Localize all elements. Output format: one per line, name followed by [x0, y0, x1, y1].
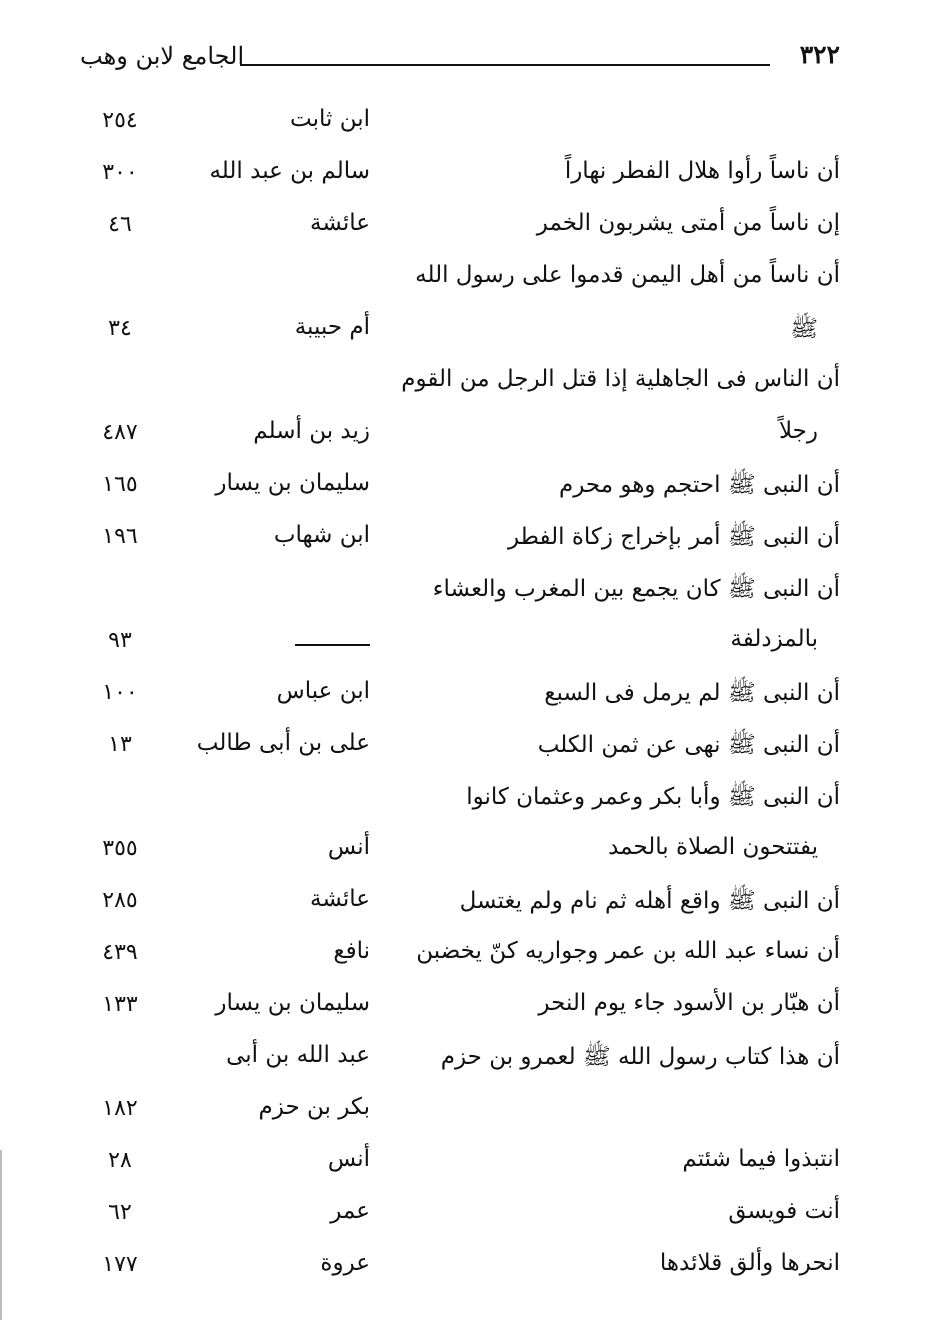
hadith-text: أن هبّار بن الأسود جاء يوم النحر: [538, 990, 840, 1016]
hadith-text: أن النبى ﷺ كان يجمع بين المغرب والعشاء: [432, 576, 840, 602]
hadith-text: أن ناساً رأوا هلال الفطر نهاراً: [564, 158, 840, 184]
hadith-text: أن ناساً من أهل اليمن قدموا على رسول الله: [415, 262, 840, 288]
header-rule: [240, 64, 770, 66]
index-row: [70, 930, 840, 982]
index-entries: [70, 98, 840, 1294]
narrator-name: عبد الله بن أبى: [226, 1042, 370, 1068]
hadith-text: أن نساء عبد الله بن عمر وجواريه كنّ يخضبن: [416, 938, 840, 964]
index-row: [70, 306, 840, 358]
index-row: [70, 150, 840, 202]
index-row: [70, 566, 840, 618]
narrator-name: ابن ثابت: [289, 106, 370, 132]
page-number: ٣٢٢: [799, 40, 840, 69]
hadith-text: أن هذا كتاب رسول الله ﷺ لعمرو بن حزم: [440, 1044, 840, 1070]
narrator-name: عروة: [320, 1250, 370, 1276]
narrator-name: عمر: [330, 1198, 370, 1224]
page-reference: ٦٢: [108, 1200, 132, 1225]
index-row: [70, 826, 840, 878]
page-reference: ٣٥٥: [102, 836, 138, 861]
index-row: [70, 1034, 840, 1086]
index-row: [70, 1242, 840, 1294]
index-row: [70, 98, 840, 150]
page-reference: ٤٣٩: [102, 940, 138, 965]
narrator-name: سليمان بن يسار: [215, 470, 370, 496]
hadith-text: أن النبى ﷺ أمر بإخراج زكاة الفطر: [507, 524, 840, 550]
page-reference: ٩٣: [108, 628, 132, 653]
index-row: [70, 618, 840, 670]
page-reference: ٤٦: [108, 212, 132, 237]
hadith-text: إن ناساً من أمتى يشربون الخمر: [536, 210, 840, 236]
index-row: [70, 878, 840, 930]
page-reference: ٢٥٤: [102, 108, 138, 133]
no-narrator-dash: [295, 644, 370, 646]
narrator-name: زيد بن أسلم: [253, 418, 370, 444]
page-reference: ١٠٠: [102, 680, 138, 705]
narrator-name: عائشة: [310, 886, 370, 912]
index-row: [70, 1086, 840, 1138]
page-reference: ٣٤: [108, 316, 132, 341]
page-reference: ١٨٢: [102, 1096, 138, 1121]
narrator-name: أنس: [327, 834, 370, 860]
narrator-name: نافع: [333, 938, 370, 964]
page-header: [80, 38, 840, 82]
index-row: [70, 254, 840, 306]
hadith-text: بالمزدلفة: [730, 626, 818, 652]
narrator-name: أنس: [327, 1146, 370, 1172]
narrator-name: على بن أبى طالب: [196, 730, 370, 756]
index-row: [70, 410, 840, 462]
narrator-name: بكر بن حزم: [258, 1094, 370, 1120]
hadith-text: أن النبى ﷺ نهى عن ثمن الكلب: [537, 732, 840, 758]
index-row: [70, 1138, 840, 1190]
index-row: [70, 358, 840, 410]
index-row: [70, 202, 840, 254]
index-row: [70, 462, 840, 514]
page-reference: ٤٨٧: [102, 420, 138, 445]
index-row: [70, 774, 840, 826]
narrator-name: سالم بن عبد الله: [209, 158, 370, 184]
page-reference: ٣٠٠: [102, 160, 138, 185]
hadith-text: أنت فويسق: [728, 1198, 840, 1224]
hadith-text: أن النبى ﷺ لم يرمل فى السبع: [544, 680, 840, 706]
narrator-name: سليمان بن يسار: [215, 990, 370, 1016]
index-row: [70, 670, 840, 722]
scan-edge-mark: [0, 1150, 2, 1320]
hadith-text: أن النبى ﷺ واقع أهله ثم نام ولم يغتسل: [459, 888, 840, 914]
narrator-name: ابن عباس: [276, 678, 370, 704]
hadith-text: رجلاً: [778, 418, 818, 444]
hadith-text: أن النبى ﷺ وأبا بكر وعمر وعثمان كانوا: [466, 784, 840, 810]
hadith-text: انحرها وألق قلائدها: [659, 1250, 840, 1276]
hadith-text: يفتتحون الصلاة بالحمد: [608, 834, 818, 860]
narrator-name: ابن شهاب: [273, 522, 370, 548]
index-row: [70, 982, 840, 1034]
narrator-name: أم حبيبة: [294, 314, 370, 340]
page-reference: ١٣٣: [102, 992, 138, 1017]
index-row: [70, 722, 840, 774]
index-row: [70, 514, 840, 566]
page-reference: ١٩٦: [102, 524, 138, 549]
hadith-text: ﷺ: [790, 316, 818, 342]
hadith-text: أن النبى ﷺ احتجم وهو محرم: [559, 472, 840, 498]
page-reference: ١٦٥: [102, 472, 138, 497]
page-reference: ١٧٧: [102, 1252, 138, 1277]
page-reference: ٢٨٥: [102, 888, 138, 913]
hadith-text: أن الناس فى الجاهلية إذا قتل الرجل من القوم: [401, 366, 840, 392]
page-reference: ١٣: [108, 732, 132, 757]
narrator-name: عائشة: [310, 210, 370, 236]
index-row: [70, 1190, 840, 1242]
hadith-text: انتبذوا فيما شئتم: [682, 1146, 840, 1172]
book-title: الجامع لابن وهب: [80, 42, 245, 70]
page-reference: ٢٨: [108, 1148, 132, 1173]
